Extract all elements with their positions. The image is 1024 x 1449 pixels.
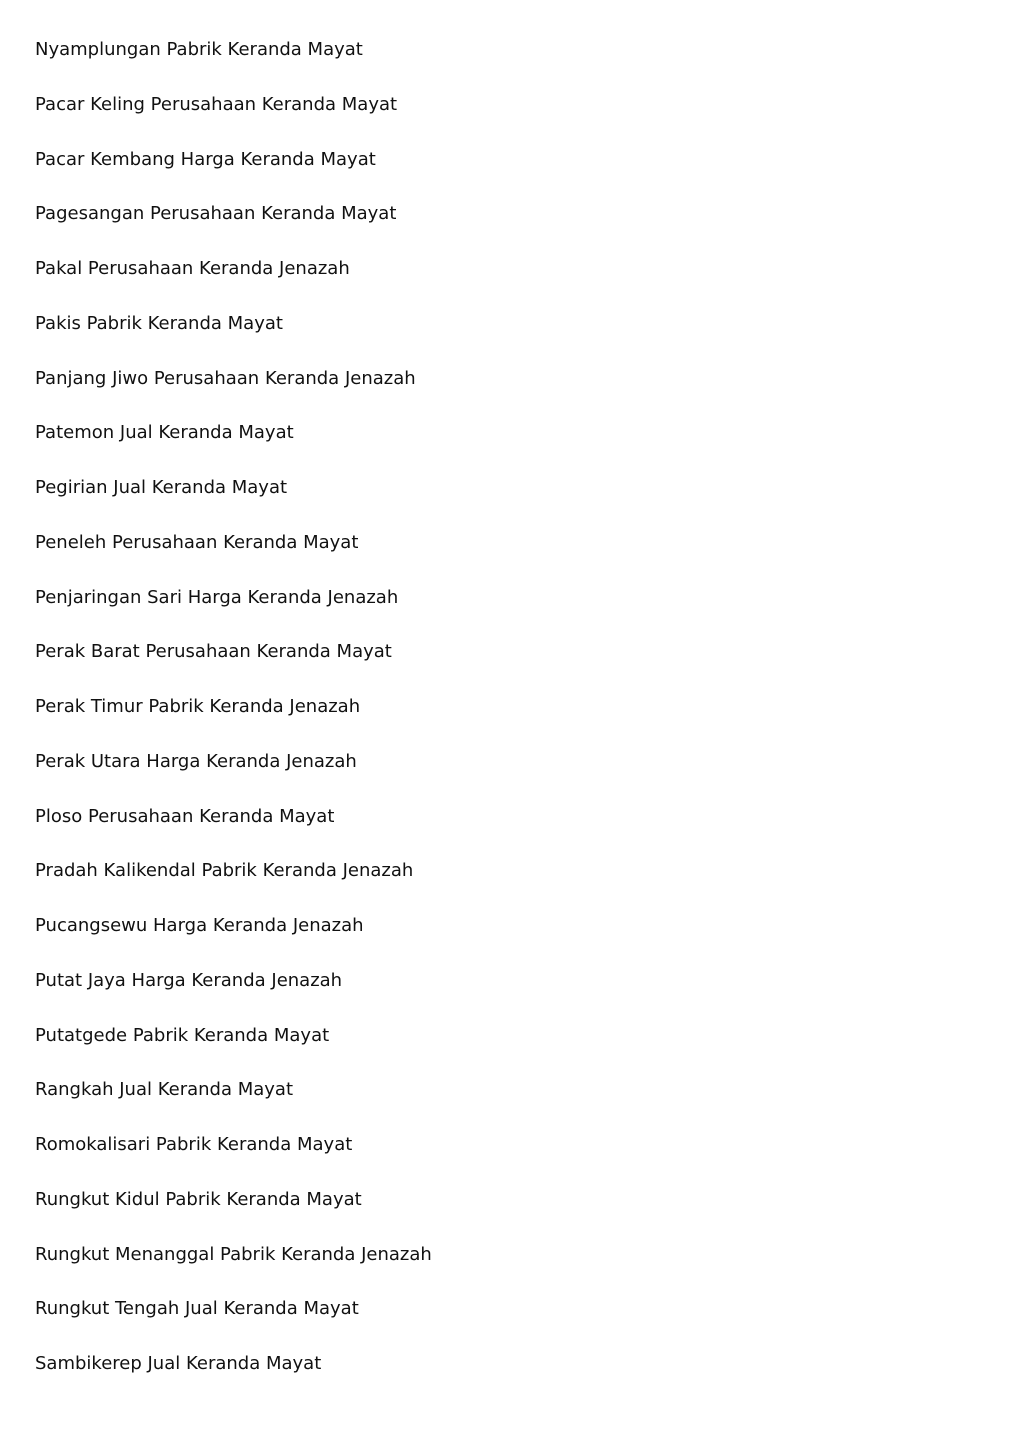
- list-item: Pucangsewu Harga Keranda Jenazah: [35, 915, 364, 936]
- list-item: Rangkah Jual Keranda Mayat: [35, 1079, 294, 1101]
- list-item: Pacar Kembang Harga Keranda Mayat: [35, 148, 376, 170]
- list-item: Putatgede Pabrik Keranda Mayat: [35, 1024, 330, 1046]
- list-item: Pakal Perusahaan Keranda Jenazah: [35, 258, 350, 279]
- list-item: Perak Timur Pabrik Keranda Jenazah: [35, 696, 361, 717]
- list-item: Panjang Jiwo Perusahaan Keranda Jenazah: [35, 367, 416, 389]
- list-item: Pacar Keling Perusahaan Keranda Mayat: [35, 93, 398, 115]
- list-item: Pradah Kalikendal Pabrik Keranda Jenazah: [35, 860, 414, 882]
- list-item: Rungkut Kidul Pabrik Keranda Mayat: [35, 1188, 362, 1210]
- list-item: Perak Utara Harga Keranda Jenazah: [35, 750, 357, 772]
- list-item: Romokalisari Pabrik Keranda Mayat: [35, 1134, 353, 1155]
- list-item: Peneleh Perusahaan Keranda Mayat: [35, 531, 359, 553]
- list-item: Nyamplungan Pabrik Keranda Mayat: [35, 39, 363, 60]
- list-item: Pegirian Jual Keranda Mayat: [35, 477, 288, 498]
- list-item: Penjaringan Sari Harga Keranda Jenazah: [35, 586, 399, 608]
- list-item: Rungkut Menanggal Pabrik Keranda Jenazah: [35, 1243, 432, 1265]
- list-item: Pakis Pabrik Keranda Mayat: [35, 312, 283, 334]
- list-item: Patemon Jual Keranda Mayat: [35, 422, 294, 444]
- list-item: Sambikerep Jual Keranda Mayat: [35, 1353, 322, 1374]
- location-list: [35, 36, 432, 1405]
- list-item: Putat Jaya Harga Keranda Jenazah: [35, 969, 343, 991]
- list-item: Rungkut Tengah Jual Keranda Mayat: [35, 1298, 359, 1320]
- list-item: Pagesangan Perusahaan Keranda Mayat: [35, 203, 397, 225]
- list-item: Perak Barat Perusahaan Keranda Mayat: [35, 641, 392, 663]
- list-item: Ploso Perusahaan Keranda Mayat: [35, 805, 335, 827]
